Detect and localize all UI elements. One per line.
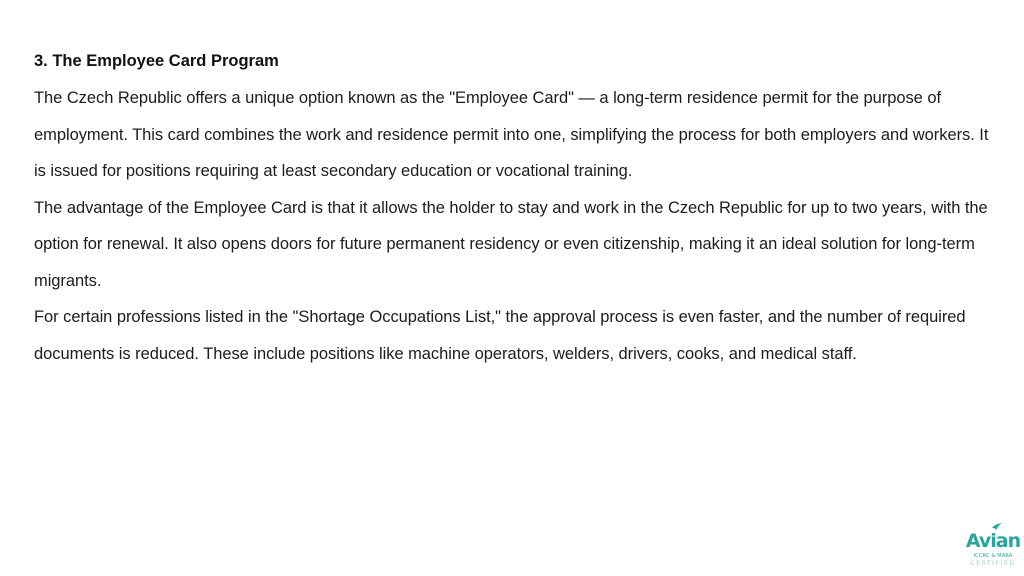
avian-logo <box>964 522 1022 572</box>
logo-subtitle: ICCRC & MARA <box>973 553 1013 559</box>
logo-tagline: CERTIFIED <box>970 560 1016 567</box>
paragraph-advantage: The advantage of the Employee Card is that it allows the holder to stay and work in the Czech Republic for up to two years, with the option for renewal. It also opens doors for future permanent residency or even citizenship, making it an ideal solution for long-term migrants. <box>34 198 988 290</box>
paragraph-intro: The Czech Republic offers a unique option known as the "Employee Card" — a long-term residence permit for the purpose of employment. This card combines the work and residence permit into one, simplifying the process for both employers and workers. It is issued for positions requiring at least secondary education or vocational training. <box>34 89 989 180</box>
content-area <box>34 48 1002 372</box>
logo-wordmark: Avian <box>965 530 1021 552</box>
section-heading: 3. The Employee Card Program <box>34 52 279 70</box>
paragraph-shortage-occupations: For certain professions listed in the "Shortage Occupations List," the approval process is even faster, and the number of required documents is reduced. These include positions like machine operators, welders, drivers, cooks, and medical staff. <box>34 308 966 363</box>
